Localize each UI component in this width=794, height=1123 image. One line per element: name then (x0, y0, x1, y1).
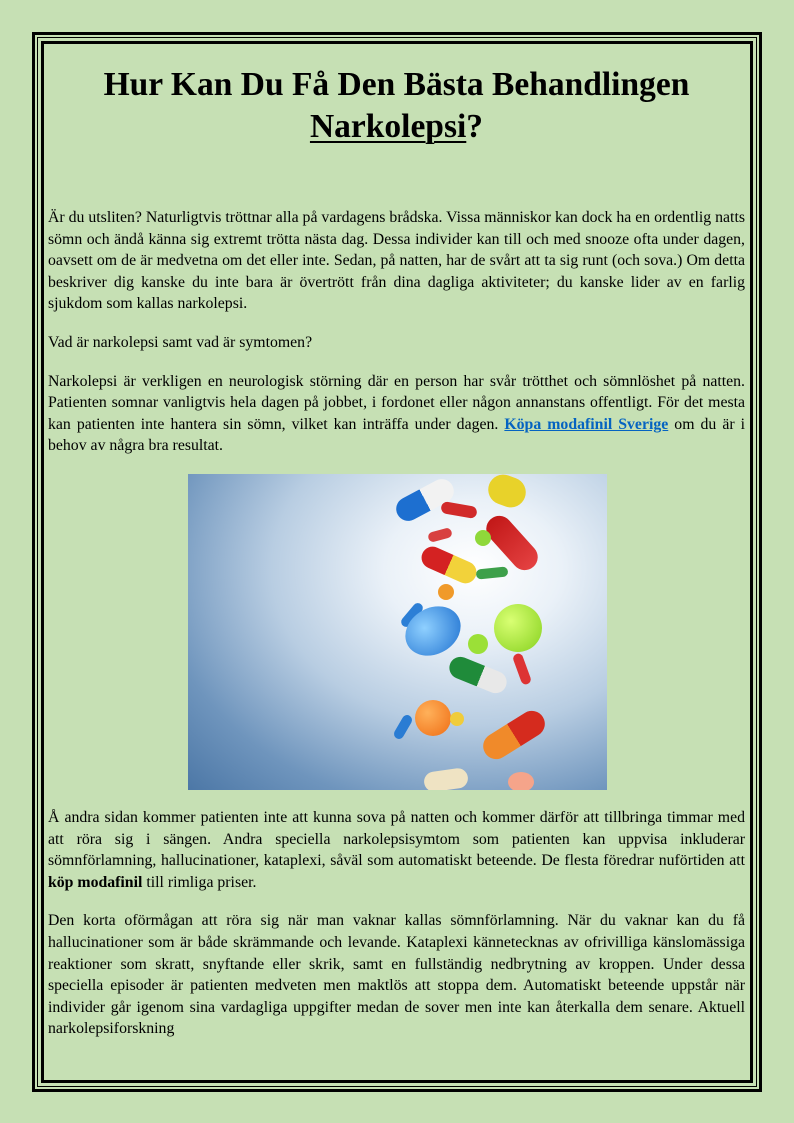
tablet-orange-small (438, 584, 454, 600)
title-underlined-word: Narkolepsi (309, 108, 467, 145)
page-title (48, 64, 745, 148)
paragraph-sleep-paralysis: Den korta oförmågan att röra sig när man vaknar kallas sömnförlamning. När du vaknar kan du få hallucinationer som är både skrämmande och levande. Kataplexi kännetecknas av ofrivilliga känslomässiga reaktioner som skratt, snyftande eller skrik, samt en fullständig nedbrytning av kroppen. Under dessa speciella episoder är patienten medveten men maktlös att stoppa dem. Automatiskt beteende uppstår när individer går igenom sina vardagliga uppgifter medan de sover men inte kan återkalla dem senare. Aktuell narkolepsiforskning (48, 912, 745, 1038)
paragraph-symptoms-text: Å andra sidan kommer patienten inte att kunna sova på natten och kommer därför att tillbringa timmar med att röra sig i sängen. Andra speciella narkolepsisymtom som patienten kan uppvisa inkluderar sömnförlamning, hallucinationer, kataplexi, såväl som automatiskt beteende. De flesta föredrar nuförtiden att (48, 808, 745, 870)
tablet-salmon (508, 772, 534, 790)
paragraph-intro: Är du utsliten? Naturligtvis tröttnar alla på vardagens brådska. Vissa människor kan dock ha en ordentlig natts sömn och ändå känna sig extremt trötta nästa dag. Dessa individer kan till och med snooze ofta under dagen, oavsett om de är medvetna om det eller inte. Sedan, på natten, har de svårt att ta sig runt (och sova.) Om detta beskriver dig kanske du inte bara är övertrött från dina dagliga aktiviteter; du kanske lider av en farlig sjukdom som kallas narkolepsi. (48, 209, 745, 313)
tablet-green-large (494, 604, 542, 652)
tablet-yellow-small (450, 712, 464, 726)
pill-red-large (481, 510, 543, 575)
paragraph-definition (48, 371, 745, 457)
pill-red-yellow (418, 543, 480, 587)
pill-red-small (440, 501, 478, 519)
modafinil-sweden-link[interactable]: Köpa modafinil Sverige (504, 415, 669, 433)
paragraph-question: Vad är narkolepsi samt vad är symtomen? (48, 333, 313, 351)
pill-green-white (446, 654, 510, 697)
pill-orange-red (478, 706, 549, 764)
tablet-green-mid (468, 634, 488, 654)
pill-blue-white (392, 475, 458, 525)
paragraph-definition-text: Narkolepsi är verkligen en neurologisk störning där en person har svår trötthet och sömnlöshet på natten. Patienten somnar vanligtvis hela dagen på jobbet, i fordonet eller någon annanstans offentligt. För det mesta kan patienten inte hantera sin sömn, vilket kan inträffa under dagen. (48, 372, 745, 433)
paragraph-symptoms (48, 807, 745, 893)
tablet-orange-large (415, 700, 451, 736)
paragraph-definition-suffix: om du är i behov av några bra resultat. (48, 415, 745, 455)
pill-yellow (484, 474, 530, 512)
pill-red-tiny (427, 527, 453, 543)
pill-red-thin (512, 652, 532, 685)
pill-blue-left (392, 713, 414, 741)
document-body (48, 64, 745, 1074)
pill-cream (423, 767, 469, 790)
buy-modafinil-bold: köp modafinil (48, 873, 143, 891)
pill-green-thin (476, 566, 509, 579)
tablet-green-small (475, 530, 491, 546)
title-line-1: Hur Kan Du Få Den Bästa Behandlingen (103, 66, 690, 103)
title-question-mark: ? (466, 108, 484, 145)
capsule-blue-gel (396, 597, 469, 666)
pills-image (188, 474, 607, 790)
paragraph-symptoms-suffix: till rimliga priser. (142, 873, 257, 891)
